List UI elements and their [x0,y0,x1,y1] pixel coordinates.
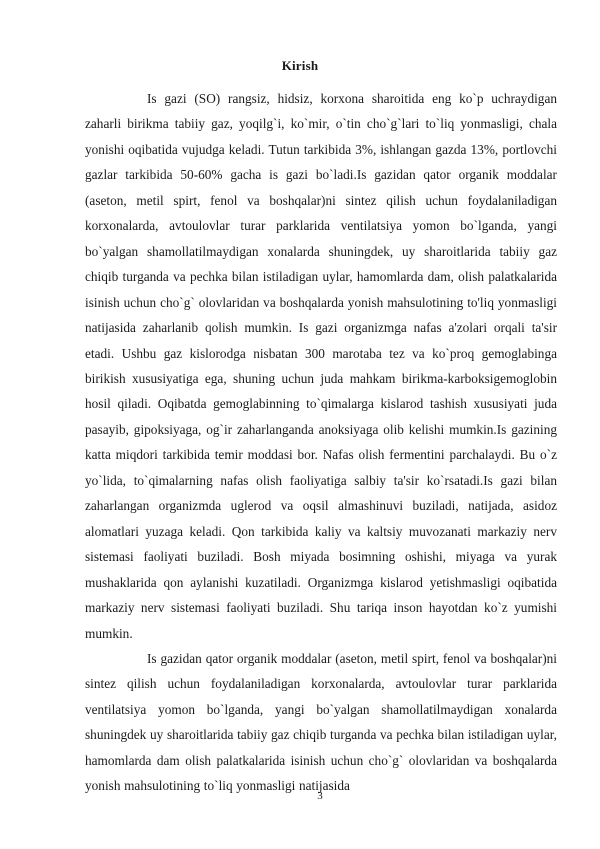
page-number: 3 [317,790,323,802]
page-title: Kirish [281,58,319,73]
paragraph-2: Is gazidan qator organik moddalar (aseton, metil spirt, fenol va boshqalar)ni sintez qilish uchun foydalaniladigan korxonalarda, avtoulovlar turar parklarida ventilatsiya yomon bo`lganda, yangi bo`yalgan shamollatilmaydigan xonalarda shuningdek uy sharoitlarida tabiiy gaz chiqib turganda va pechka bilan istiladigan uylar, hamomlarda dam olish palatkalarida isinish uchun cho`g` olovlaridan va boshqalarda yonish mahsulotining to`liq yonmasligi natijasida [85,650,557,794]
body-text [85,86,557,799]
paragraph-1: Is gazi (SO) rangsiz, hidsiz, korxona sharoitida eng ko`p uchraydigan zaharli birikma tabiiy gaz, yoqilg`i, ko`mir, o`tin cho`g`lari to`liq yonmasligi, chala yonishi oqibatida vujudga keladi. Tutun tarkibida 3%, ishlangan gazda 13%, portlovchi gazlar tarkibida 50-60% gacha is gazi bo`ladi.Is gazidan qator organik moddalar (aseton, metil spirt, fenol va boshqalar)ni sintez qilish uchun foydalaniladigan korxonalarda, avtoulovlar turar parklarida ventilatsiya yomon bo`lganda, yangi bo`yalgan shamollatilmaydigan xonalarda shuningdek, uy sharoitlarida tabiiy gaz chiqib turganda va pechka bilan istiladigan uylar, hamomlarda dam, olish palatkalarida isinish uchun cho`g` olovlaridan va boshqalarda yonish mahsulotining to'liq yonmasligi natijasida zaharlanib qolish mumkin. Is gazi organizmga nafas a'zolari orqali ta'sir etadi. Ushbu gaz kislorodga nisbatan 300 marotaba tez va ko`proq gemoglabinga birikish xususiyatiga ega, shuning uchun juda mahkam birikma-karboksigemoglobin hosil qiladi. Oqibatda gemoglabinning to`qimalarga kislarod tashish xususiyati juda pasayib, gipoksiyaga, og`ir zaharlanganda anoksiyaga olib kelishi mumkin.Is gazining katta miqdori tarkibida temir moddasi bor. Nafas olish fermentini parchalaydi. Bu o`z yo`lida, to`qimalarning nafas olish faoliyatiga salbiy ta'sir ko`rsatadi.Is gazi bilan zaharlangan organizmda uglerod va oqsil almashinuvi buziladi, natijada, asidoz alomatlari yuzaga keladi. Qon tarkibida kaliy va kaltsiy muvozanati markaziy nerv sistemasi faoliyati buziladi. Bosh miyada bosimning oshishi, miyaga va yurak mushaklarida qon aylanishi kuzatiladi. Organizmga kislarod yetishmasligi oqibatida markaziy nerv sistemasi faoliyati buziladi. Shu tariqa inson hayotdan ko`z yumishi mumkin. [85,91,557,641]
